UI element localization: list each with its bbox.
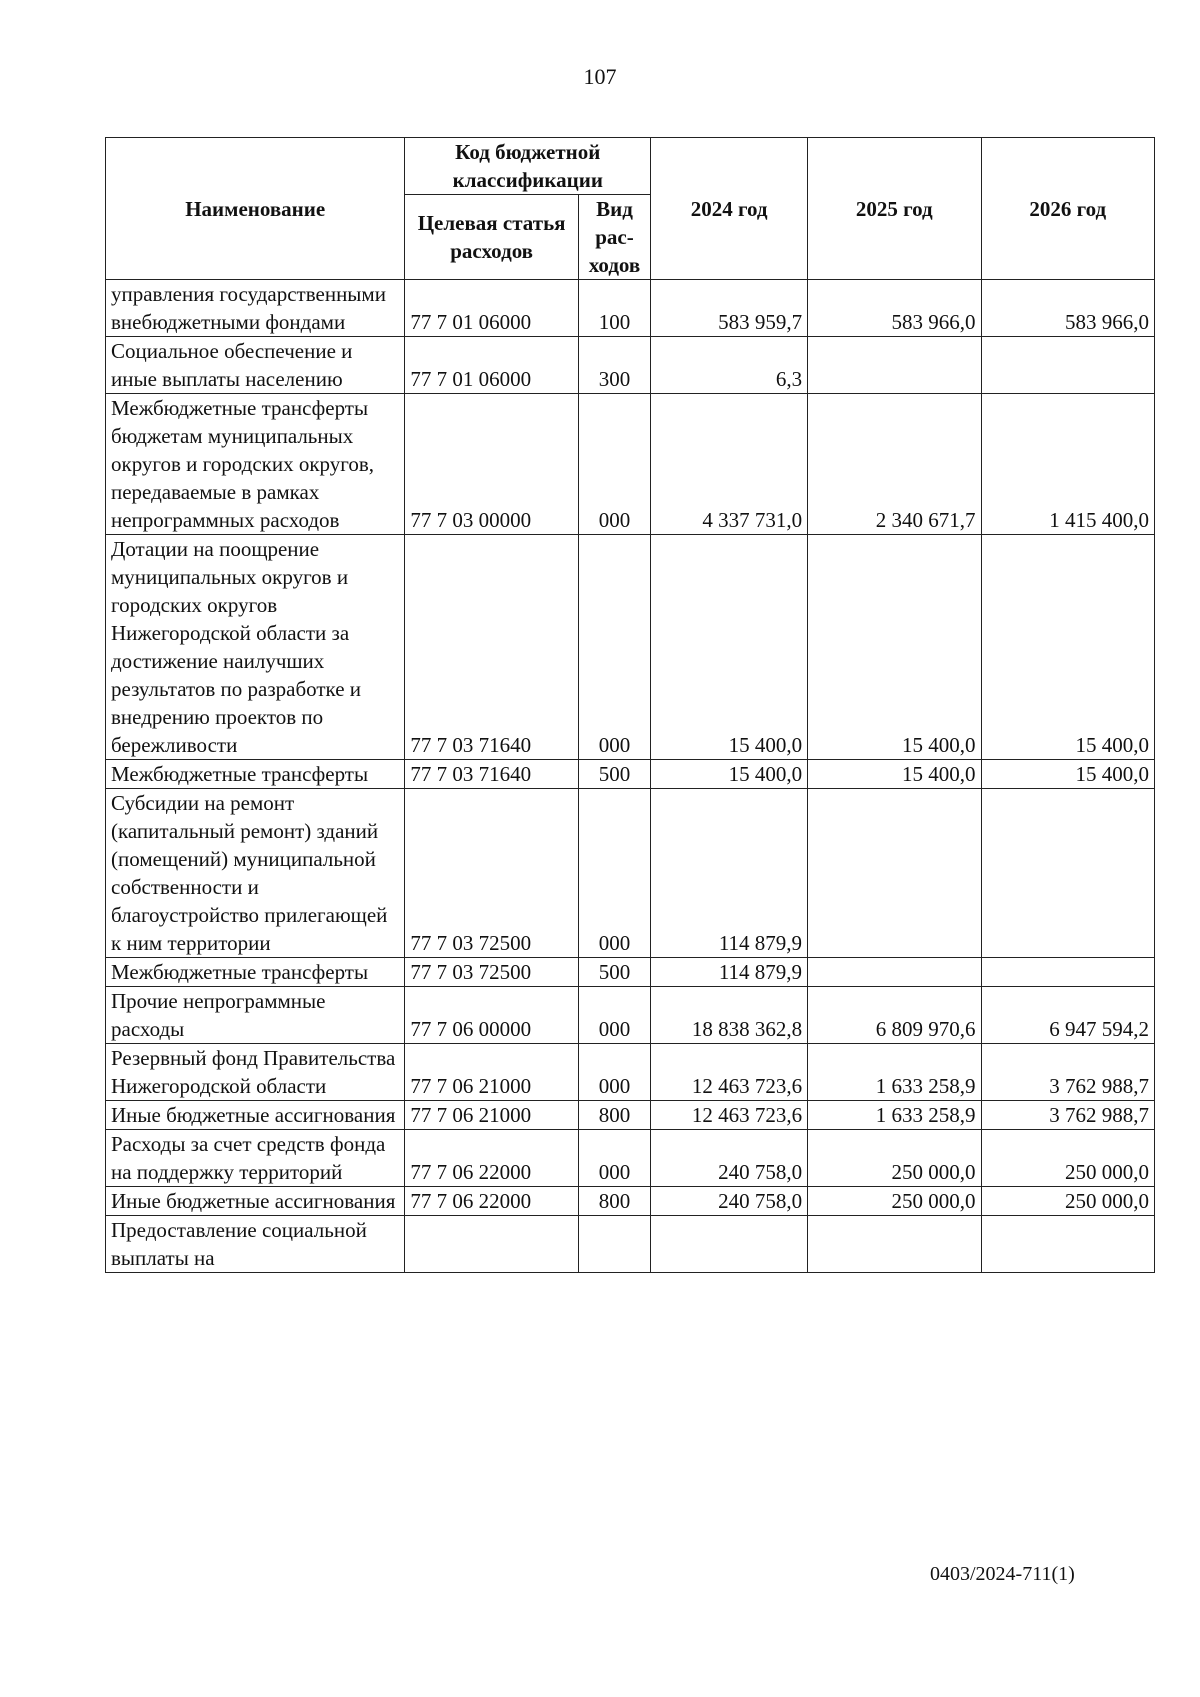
cell-2024 bbox=[651, 1216, 808, 1273]
cell-2026 bbox=[981, 1216, 1154, 1273]
cell-2024: 4 337 731,0 bbox=[651, 394, 808, 535]
cell-expense-type: 000 bbox=[578, 1130, 650, 1187]
table-row bbox=[106, 1130, 1155, 1187]
cell-2026: 250 000,0 bbox=[981, 1130, 1154, 1187]
cell-name: управления государственными внебюджетными фондами bbox=[106, 280, 405, 337]
header-2025: 2025 год bbox=[808, 138, 981, 280]
cell-2026 bbox=[981, 958, 1154, 987]
cell-2024: 114 879,9 bbox=[651, 958, 808, 987]
header-target-article: Целевая статья расходов bbox=[405, 195, 578, 280]
cell-2026: 3 762 988,7 bbox=[981, 1044, 1154, 1101]
cell-2024: 18 838 362,8 bbox=[651, 987, 808, 1044]
header-2024: 2024 год bbox=[651, 138, 808, 280]
cell-expense-type: 800 bbox=[578, 1187, 650, 1216]
cell-2025: 250 000,0 bbox=[808, 1187, 981, 1216]
table-row bbox=[106, 337, 1155, 394]
cell-target-article: 77 7 01 06000 bbox=[405, 337, 578, 394]
table-row bbox=[106, 280, 1155, 337]
cell-2026: 15 400,0 bbox=[981, 760, 1154, 789]
table-row bbox=[106, 1216, 1155, 1273]
cell-target-article: 77 7 06 22000 bbox=[405, 1187, 578, 1216]
cell-target-article: 77 7 06 00000 bbox=[405, 987, 578, 1044]
cell-2024: 15 400,0 bbox=[651, 760, 808, 789]
cell-expense-type: 300 bbox=[578, 337, 650, 394]
cell-2025: 1 633 258,9 bbox=[808, 1044, 981, 1101]
cell-expense-type: 000 bbox=[578, 789, 650, 958]
cell-2026: 250 000,0 bbox=[981, 1187, 1154, 1216]
cell-name: Иные бюджетные ассигнования bbox=[106, 1101, 405, 1130]
header-2026: 2026 год bbox=[981, 138, 1154, 280]
cell-name: Иные бюджетные ассигнования bbox=[106, 1187, 405, 1216]
cell-2025 bbox=[808, 1216, 981, 1273]
cell-2024: 583 959,7 bbox=[651, 280, 808, 337]
table-row bbox=[106, 1187, 1155, 1216]
table-body bbox=[106, 280, 1155, 1273]
cell-2024: 15 400,0 bbox=[651, 535, 808, 760]
cell-2024: 240 758,0 bbox=[651, 1187, 808, 1216]
cell-name: Субсидии на ремонт (капитальный ремонт) зданий (помещений) муниципальной собственности и благоустройство прилегающей к ним территории bbox=[106, 789, 405, 958]
cell-2026: 3 762 988,7 bbox=[981, 1101, 1154, 1130]
table-row bbox=[106, 958, 1155, 987]
cell-name: Резервный фонд Правительства Нижегородской области bbox=[106, 1044, 405, 1101]
cell-target-article: 77 7 03 71640 bbox=[405, 760, 578, 789]
cell-2025: 583 966,0 bbox=[808, 280, 981, 337]
cell-expense-type bbox=[578, 1216, 650, 1273]
cell-target-article: 77 7 06 22000 bbox=[405, 1130, 578, 1187]
table-row bbox=[106, 1101, 1155, 1130]
cell-2024: 12 463 723,6 bbox=[651, 1044, 808, 1101]
cell-2025: 250 000,0 bbox=[808, 1130, 981, 1187]
table-row bbox=[106, 1044, 1155, 1101]
table-row bbox=[106, 760, 1155, 789]
document-code: 0403/2024-711(1) bbox=[930, 1563, 1075, 1585]
cell-name: Прочие непрограммные расходы bbox=[106, 987, 405, 1044]
cell-expense-type: 000 bbox=[578, 535, 650, 760]
budget-table bbox=[105, 137, 1155, 1273]
page-number: 107 bbox=[583, 64, 617, 89]
table-row bbox=[106, 535, 1155, 760]
cell-name: Межбюджетные трансферты bbox=[106, 958, 405, 987]
cell-expense-type: 500 bbox=[578, 958, 650, 987]
cell-expense-type: 000 bbox=[578, 394, 650, 535]
cell-target-article: 77 7 03 72500 bbox=[405, 789, 578, 958]
cell-2026 bbox=[981, 337, 1154, 394]
table-row bbox=[106, 789, 1155, 958]
cell-2026: 15 400,0 bbox=[981, 535, 1154, 760]
cell-2024: 6,3 bbox=[651, 337, 808, 394]
cell-target-article: 77 7 03 72500 bbox=[405, 958, 578, 987]
cell-2025: 1 633 258,9 bbox=[808, 1101, 981, 1130]
cell-name: Расходы за счет средств фонда на поддержку территорий bbox=[106, 1130, 405, 1187]
cell-target-article bbox=[405, 1216, 578, 1273]
cell-2024: 240 758,0 bbox=[651, 1130, 808, 1187]
table-row bbox=[106, 987, 1155, 1044]
table-header bbox=[106, 138, 1155, 280]
cell-2025 bbox=[808, 789, 981, 958]
cell-expense-type: 000 bbox=[578, 1044, 650, 1101]
cell-name: Межбюджетные трансферты bbox=[106, 760, 405, 789]
cell-2025 bbox=[808, 958, 981, 987]
cell-2026: 1 415 400,0 bbox=[981, 394, 1154, 535]
cell-2026: 6 947 594,2 bbox=[981, 987, 1154, 1044]
header-name: Наименование bbox=[106, 138, 405, 280]
table-row bbox=[106, 394, 1155, 535]
cell-name: Предоставление социальной выплаты на bbox=[106, 1216, 405, 1273]
cell-name: Дотации на поощрение муниципальных округов и городских округов Нижегородской области за достижение наилучших результатов по разработке и внедрению проектов по бережливости bbox=[106, 535, 405, 760]
cell-2026 bbox=[981, 789, 1154, 958]
cell-2025: 6 809 970,6 bbox=[808, 987, 981, 1044]
cell-expense-type: 500 bbox=[578, 760, 650, 789]
cell-expense-type: 000 bbox=[578, 987, 650, 1044]
cell-target-article: 77 7 01 06000 bbox=[405, 280, 578, 337]
cell-2024: 12 463 723,6 bbox=[651, 1101, 808, 1130]
cell-target-article: 77 7 03 00000 bbox=[405, 394, 578, 535]
cell-2024: 114 879,9 bbox=[651, 789, 808, 958]
cell-2026: 583 966,0 bbox=[981, 280, 1154, 337]
cell-target-article: 77 7 06 21000 bbox=[405, 1101, 578, 1130]
cell-2025: 15 400,0 bbox=[808, 535, 981, 760]
header-expense-type: Вид рас-ходов bbox=[578, 195, 650, 280]
cell-2025 bbox=[808, 337, 981, 394]
cell-name: Социальное обеспечение и иные выплаты населению bbox=[106, 337, 405, 394]
cell-name: Межбюджетные трансферты бюджетам муниципальных округов и городских округов, передаваемые в рамках непрограммных расходов bbox=[106, 394, 405, 535]
cell-2025: 15 400,0 bbox=[808, 760, 981, 789]
cell-expense-type: 100 bbox=[578, 280, 650, 337]
header-budget-code-group: Код бюджетной классификации bbox=[405, 138, 651, 195]
cell-expense-type: 800 bbox=[578, 1101, 650, 1130]
cell-target-article: 77 7 03 71640 bbox=[405, 535, 578, 760]
cell-2025: 2 340 671,7 bbox=[808, 394, 981, 535]
cell-target-article: 77 7 06 21000 bbox=[405, 1044, 578, 1101]
